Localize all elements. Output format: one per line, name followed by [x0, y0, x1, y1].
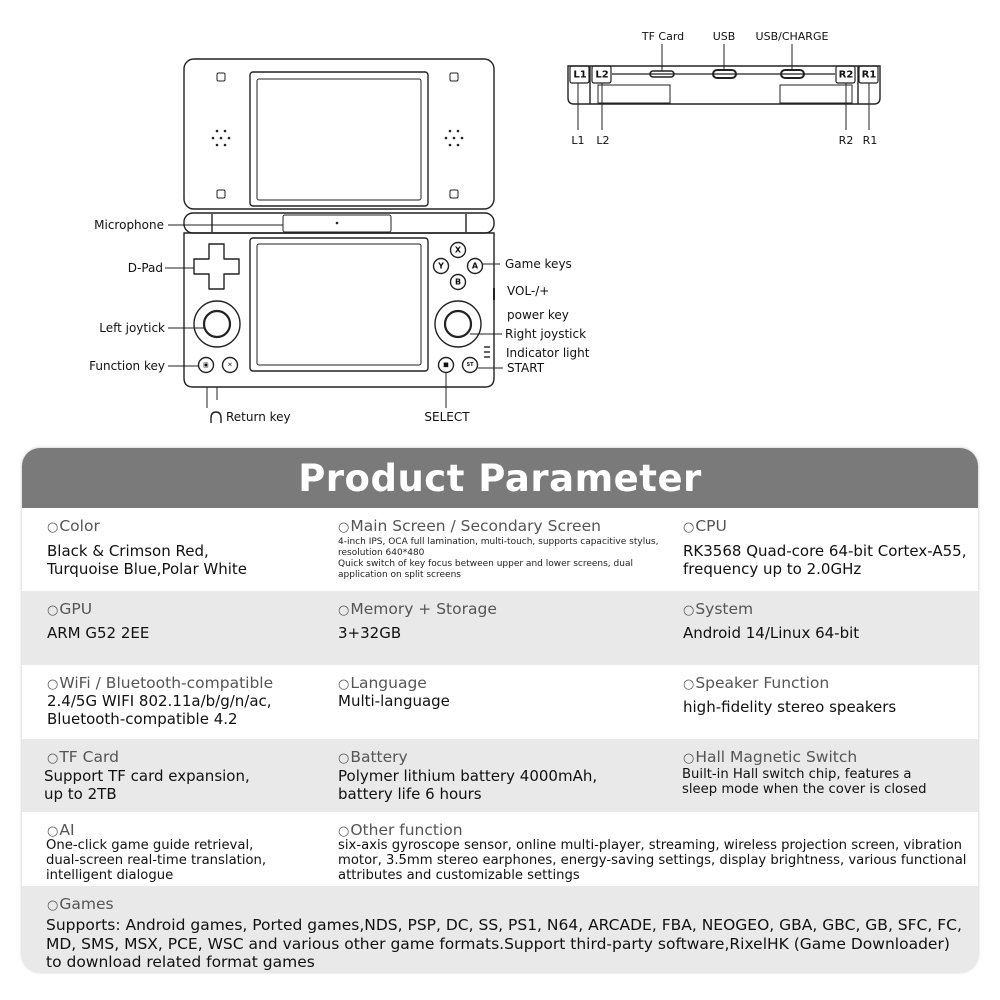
- label-indicator-light: Indicator light: [506, 346, 590, 360]
- parameter-row: [22, 508, 978, 591]
- parameter-value: Support TF card expansion, up to 2TB: [44, 767, 250, 803]
- bottom-screen-bezel: [250, 238, 428, 371]
- circle-bullet-icon: ○: [338, 603, 350, 618]
- parameter-value: Supports: Android games, Ported games,NDS, PSP, DC, SS, PS1, N64, ARCADE, FBA, NEOGEO, GBA, GBC, GB, SFC, FC, MD, SMS, MSX, PCE, WSC and various other game formats.Support third-party software,RixelHK (Game Downloader) to download related format games: [46, 916, 962, 971]
- parameter-value: One-click game guide retrieval, dual-screen real-time translation, intelligent dialogue: [46, 838, 267, 883]
- parameter-title: [338, 674, 427, 694]
- parameter-title: [683, 600, 753, 620]
- right-joystick-icon: [435, 301, 481, 347]
- circle-bullet-icon: ○: [338, 520, 350, 535]
- circle-bullet-icon: ○: [47, 603, 59, 618]
- side-r1-label: R1: [861, 69, 877, 81]
- label-game-keys: Game keys: [505, 257, 572, 271]
- svg-text:■: ■: [443, 361, 449, 369]
- label-usb-charge: USB/CHARGE: [755, 30, 829, 43]
- parameter-value: six-axis gyroscope sensor, online multi-player, streaming, wireless projection screen, vibration motor, 3.5mm stereo earphones, energy-saving settings, display brightness, various functional attributes and customizable settings: [338, 838, 967, 883]
- hinge: [184, 213, 494, 233]
- button-y-label: Y: [438, 261, 444, 271]
- circle-bullet-icon: ○: [683, 751, 695, 766]
- parameter-value: 4-inch IPS, OCA full lamination, multi-touch, supports capacitive stylus, resolution 640*480 Quick switch of key focus between upper and lower screens, dual application on split screens: [338, 537, 659, 580]
- parameter-title: [47, 600, 92, 620]
- parameter-value: Multi-language: [338, 692, 450, 710]
- circle-bullet-icon: ○: [47, 824, 59, 839]
- parameter-title-text: Speaker Function: [695, 674, 830, 692]
- parameter-title-text: CPU: [695, 517, 727, 535]
- top-screen-bezel: [250, 72, 428, 206]
- button-a-label: A: [471, 261, 479, 271]
- parameter-value: 2.4/5G WIFI 802.11a/b/g/n/ac, Bluetooth-compatible 4.2: [47, 692, 272, 728]
- label-dpad: D-Pad: [127, 261, 163, 275]
- parameter-value: Black & Crimson Red, Turquoise Blue,Polar White: [47, 542, 248, 578]
- parameter-title-text: System: [695, 600, 754, 618]
- label-microphone: Microphone: [94, 218, 164, 232]
- label-return-key: Return key: [226, 410, 291, 424]
- label-vol: VOL-/+: [507, 284, 550, 298]
- circle-bullet-icon: ○: [683, 603, 695, 618]
- parameter-title-text: Other function: [350, 821, 463, 839]
- circle-bullet-icon: ○: [683, 677, 695, 692]
- parameter-row: [22, 665, 978, 739]
- parameter-value: RK3568 Quad-core 64-bit Cortex-A55, frequency up to 2.0GHz: [683, 542, 967, 578]
- parameter-value: high-fidelity stereo speakers: [683, 698, 897, 716]
- svg-text:✕: ✕: [227, 361, 233, 369]
- device-top-shell: [184, 59, 494, 209]
- product-parameter-panel: [22, 448, 978, 972]
- parameter-title: [683, 748, 857, 768]
- label-usb: USB: [712, 30, 736, 43]
- side-l2-label: L2: [595, 69, 609, 81]
- button-b-label: B: [454, 277, 462, 287]
- parameter-title-text: GPU: [59, 600, 93, 618]
- svg-text:▣: ▣: [203, 361, 209, 369]
- parameter-title-text: WiFi / Bluetooth-compatible: [59, 674, 274, 692]
- circle-bullet-icon: ○: [338, 751, 350, 766]
- panel-title: Product Parameter: [22, 448, 978, 508]
- parameter-title-text: Color: [59, 517, 100, 535]
- parameter-title: [338, 517, 601, 537]
- device-diagram: [0, 0, 1000, 440]
- label-function-key: Function key: [89, 359, 165, 373]
- parameter-title: [683, 517, 727, 537]
- side-l1-label: L1: [573, 69, 587, 81]
- bottom-screen: [257, 244, 421, 365]
- button-x-label: X: [454, 245, 462, 255]
- parameter-row: [22, 591, 978, 665]
- parameter-title-text: Language: [350, 674, 427, 692]
- parameter-title-text: Games: [59, 895, 114, 913]
- parameter-title: [47, 895, 114, 915]
- parameter-value: Polymer lithium battery 4000mAh, battery life 6 hours: [338, 767, 598, 803]
- label-start: START: [507, 361, 545, 375]
- circle-bullet-icon: ○: [47, 677, 59, 692]
- parameter-title-text: Memory + Storage: [350, 600, 497, 618]
- side-r2-label: R2: [838, 69, 854, 81]
- label-left-joystick: Left joytick: [99, 321, 165, 335]
- parameter-title: [683, 674, 829, 694]
- left-joystick-icon: [194, 301, 240, 347]
- parameter-value: Android 14/Linux 64-bit: [683, 624, 860, 642]
- parameter-title-text: Battery: [350, 748, 408, 766]
- label-r2: R2: [838, 134, 854, 147]
- label-select: SELECT: [424, 410, 470, 424]
- top-screen: [257, 79, 421, 200]
- parameter-title: [47, 748, 119, 768]
- label-tf-card: TF Card: [641, 30, 685, 43]
- label-l2: L2: [596, 134, 610, 147]
- parameter-row: [22, 739, 978, 812]
- parameter-title: [47, 517, 100, 537]
- circle-bullet-icon: ○: [338, 677, 350, 692]
- parameter-title: [338, 748, 408, 768]
- label-r1: R1: [862, 134, 878, 147]
- circle-bullet-icon: ○: [338, 824, 350, 839]
- circle-bullet-icon: ○: [683, 520, 695, 535]
- headphone-icon: [211, 412, 221, 423]
- dpad-icon: [194, 244, 239, 289]
- parameter-value: Built-in Hall switch chip, features a sleep mode when the cover is closed: [682, 767, 927, 797]
- svg-text:ST: ST: [466, 362, 474, 368]
- parameter-title: [338, 600, 497, 620]
- parameter-value: 3+32GB: [338, 624, 402, 642]
- label-right-joystick: Right joystick: [505, 327, 587, 341]
- parameter-row: [22, 886, 978, 972]
- circle-bullet-icon: ○: [47, 898, 59, 913]
- circle-bullet-icon: ○: [47, 520, 59, 535]
- circle-bullet-icon: ○: [47, 751, 59, 766]
- parameter-title-text: Hall Magnetic Switch: [695, 748, 858, 766]
- parameter-title-text: Main Screen / Secondary Screen: [350, 517, 601, 535]
- label-power-key: power key: [507, 308, 569, 322]
- parameter-value: ARM G52 2EE: [47, 624, 150, 642]
- parameter-title-text: TF Card: [59, 748, 119, 766]
- parameter-title: [47, 674, 273, 694]
- parameter-row: [22, 812, 978, 886]
- parameter-title-text: AI: [59, 821, 75, 839]
- label-l1: L1: [571, 134, 585, 147]
